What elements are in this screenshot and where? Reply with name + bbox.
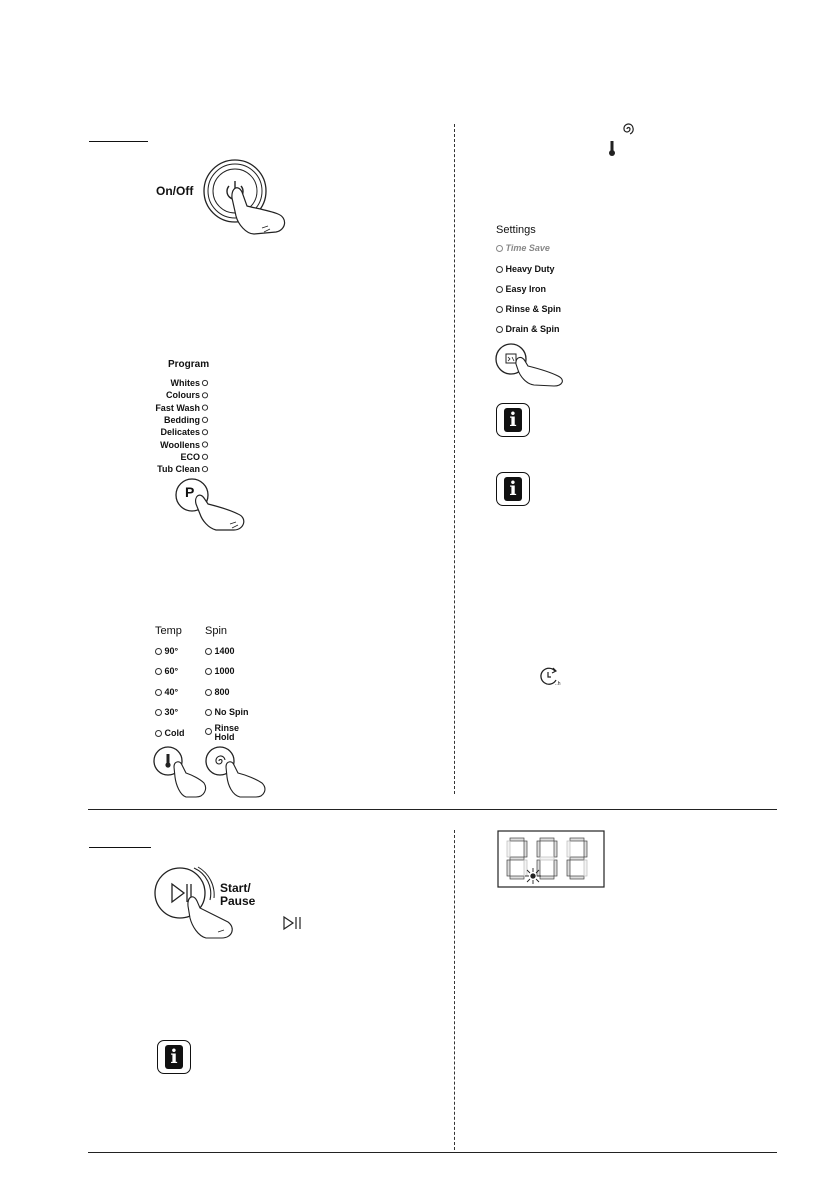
start-pause-label <box>220 882 255 908</box>
spin-option-label: 1000 <box>214 666 235 676</box>
info-icon: i <box>157 1040 191 1074</box>
on-off-label: On/Off <box>156 184 194 198</box>
temp-option-label: 60° <box>164 666 179 676</box>
settings-title: Settings <box>496 224 536 236</box>
settings-option[interactable] <box>496 264 555 274</box>
settings-option-time-save[interactable] <box>496 243 550 253</box>
blinking-dot-icon <box>525 868 541 884</box>
settings-button[interactable] <box>494 342 574 387</box>
on-off-button[interactable] <box>202 158 292 238</box>
svg-text:..h: ..h <box>555 681 561 687</box>
program-item[interactable] <box>166 390 200 400</box>
spin-option[interactable] <box>205 666 235 676</box>
temp-title: Temp <box>155 625 182 637</box>
settings-option-label: Rinse & Spin <box>505 304 562 314</box>
delay-timer-icon <box>539 666 565 688</box>
program-item-label: Delicates <box>160 427 200 438</box>
temp-option-label: 40° <box>164 687 179 697</box>
spin-option-label: 1400 <box>214 646 235 656</box>
program-item[interactable] <box>160 427 200 437</box>
section1-heading-underline <box>89 141 148 142</box>
program-item[interactable] <box>180 452 200 462</box>
info-icon: i <box>496 472 530 506</box>
temp-option[interactable] <box>155 687 178 697</box>
program-item-label: Tub Clean <box>157 464 200 475</box>
spin-option-label: No Spin <box>214 707 249 717</box>
info-icon: i <box>496 403 530 437</box>
program-item-label: Colours <box>165 390 200 401</box>
temp-option[interactable] <box>155 728 185 738</box>
section2-heading-underline <box>89 847 151 848</box>
program-item[interactable] <box>160 440 200 450</box>
settings-option-label: Heavy Duty <box>505 264 555 274</box>
program-item-label: Woollens <box>160 439 200 450</box>
spin-option[interactable] <box>205 646 235 656</box>
program-item[interactable] <box>155 403 200 413</box>
spin-option[interactable] <box>205 724 245 742</box>
spin-option[interactable] <box>205 707 249 717</box>
temp-option[interactable] <box>155 707 178 717</box>
program-list <box>120 378 200 478</box>
program-item-label: Fast Wash <box>155 402 200 413</box>
program-item[interactable] <box>157 464 200 474</box>
program-item[interactable] <box>164 415 200 425</box>
column-divider-top <box>454 124 455 794</box>
spin-icon <box>621 121 635 137</box>
program-item-label: Bedding <box>164 414 200 425</box>
start-pause-label-line: Pause <box>220 894 256 908</box>
temp-option[interactable] <box>155 646 178 656</box>
spin-title: Spin <box>205 625 228 637</box>
program-item-label: ECO <box>180 451 200 462</box>
settings-option-label: Time Save <box>505 243 550 253</box>
program-icon: P <box>185 484 195 500</box>
program-indicator-dots <box>201 378 209 478</box>
play-pause-icon <box>282 915 304 931</box>
settings-option[interactable] <box>496 324 560 334</box>
settings-option[interactable] <box>496 304 561 314</box>
temp-option-label: 90° <box>164 646 179 656</box>
time-display <box>497 830 605 888</box>
program-title: Program <box>168 359 210 370</box>
settings-option-label: Easy Iron <box>505 284 547 294</box>
temp-option-label: Cold <box>164 728 185 738</box>
column-divider-bottom <box>454 830 455 1150</box>
program-item[interactable] <box>170 378 200 388</box>
temp-spin-buttons <box>150 745 280 800</box>
temp-option-label: 30° <box>164 707 179 717</box>
spin-option-label: 800 <box>214 687 230 697</box>
settings-option[interactable] <box>496 284 546 294</box>
thermometer-icon <box>607 139 617 159</box>
start-pause-label-line: Start/ <box>220 881 251 895</box>
settings-option-label: Drain & Spin <box>505 324 560 334</box>
spin-option[interactable] <box>205 687 230 697</box>
section-divider <box>88 809 777 810</box>
spin-option-label: Rinse Hold <box>214 723 240 742</box>
program-item-label: Whites <box>170 378 200 388</box>
footer-rule <box>88 1152 777 1153</box>
temp-option[interactable] <box>155 666 178 676</box>
